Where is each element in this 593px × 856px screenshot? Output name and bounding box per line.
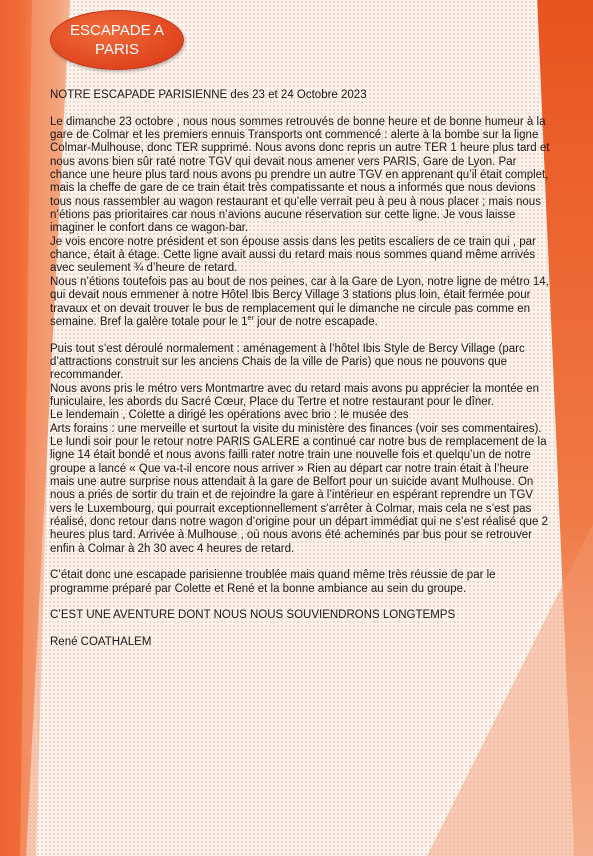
superscript-er: er — [247, 315, 254, 323]
badge-line-1: ESCAPADE A — [70, 22, 164, 39]
article-body — [50, 89, 556, 649]
article-title: NOTRE ESCAPADE PARISIENNE des 23 et 24 Octobre 2023 — [50, 89, 367, 101]
paragraph-1: Le dimanche 23 octobre , nous nous sommes retrouvés de bonne heure et de bonne humeur à la gare de Colmar et les premiers ennuis Transports ont commencé : alerte à la bombe sur la ligne Colmar-Mulhouse, donc TER supprimé. Nous avons donc repris un autre TER 1 heure plus tard et nous avons bien sûr raté notre TGV qui devait nous amener vers PARIS, Gare de Lyon. Par chance une heure plus tard nous avons pu prendre un autre TGV en apprenant qu’il était complet, mais la cheffe de gare de ce train était très compatissante et nous a informés que nous devions tous nous rassembler au wagon restaurant et qu’elle verrait peu à peu à nous placer ; mais nous n’étions pas prioritaires car nous n’avions aucune réservation sur cette ligne. Je vous laisse imaginer le confort dans ce wagon-bar. — [50, 115, 550, 235]
title-badge — [50, 10, 184, 70]
badge-line-2: PARIS — [95, 41, 139, 58]
paragraph-6: Le lendemain , Colette a dirigé les opérations avec brio : le musée des — [50, 409, 409, 422]
paragraph-3-start: Nous n’étions toutefois pas au bout de nos peines, car à la Gare de Lyon, notre ligne de métro 14, qui devait nous emmener à notre Hôtel Ibis Bercy Village 3 stations plus loin, était fermée pour travaux et on devait trouver le bus de remplacement qui le dimanche ne circule pas comme en semaine. Bref la galère totale pour le 1 — [50, 275, 549, 328]
paragraph-3-end: jour de notre escapade. — [253, 315, 378, 328]
paragraph-7: Arts forains : une merveille et surtout la visite du ministère des finances (voir ses commentaires). — [50, 422, 542, 435]
paragraph-4: Puis tout s’est déroulé normalement : aménagement à l’hôtel Ibis Style de Bercy Village (parc d’attractions construit sur les anciens Chais de la ville de Paris) que nous ne pouvons que recommander. — [50, 342, 525, 382]
paragraph-2: Je vois encore notre président et son épouse assis dans les petits escaliers de ce train qui , par chance, était à étage. Cette ligne avait aussi du retard mais nous sommes quand même arrivés avec seulement ¾ d’heure de retard. — [50, 235, 536, 275]
paragraph-8: Le lundi soir pour le retour notre PARIS GALERE a continué car notre bus de remplacement de la ligne 14 était bondé et nous avons failli rater notre train une nouvelle fois et quelqu’un de notre groupe a lancé « Que va-t-il encore nous arriver » Rien au départ car notre train était à l’heure mais une autre surprise nous attendait à la gare de Belfort pour un suicide avant Mulhouse. On nous a priés de sortir du train et de rejoindre la gare à l’intérieur en espérant reprendre un TGV vers le Luxembourg, qui pourrait exceptionnellement s’arrêter à Colmar, mais cela ne s’est pas réalisé, donc retour dans notre wagon d’origine pour un départ immédiat qui ne s’est réalisé que 2 heures plus tard. Arrivée à Mulhouse , où nous avons été acheminés par bus pour se retrouver enfin à Colmar à 2h 30 avec 4 heures de retard. — [50, 435, 548, 555]
signature: René COATHALEM — [50, 636, 152, 649]
paragraph-9: C’était donc une escapade parisienne troublée mais quand même très réussie de par le programme préparé par Colette et René et la bonne ambiance au sein du groupe. — [50, 569, 496, 595]
paragraph-5: Nous avons pris le métro vers Montmartre avec du retard mais avons pu apprécier la montée en funiculaire, les abords du Sacré Cœur, Place du Tertre et notre restaurant pour le dîner. — [50, 382, 539, 408]
paragraph-10: C’EST UNE AVENTURE DONT NOUS NOUS SOUVIENDRONS LONGTEMPS — [50, 609, 456, 622]
paragraph-3 — [50, 276, 556, 329]
